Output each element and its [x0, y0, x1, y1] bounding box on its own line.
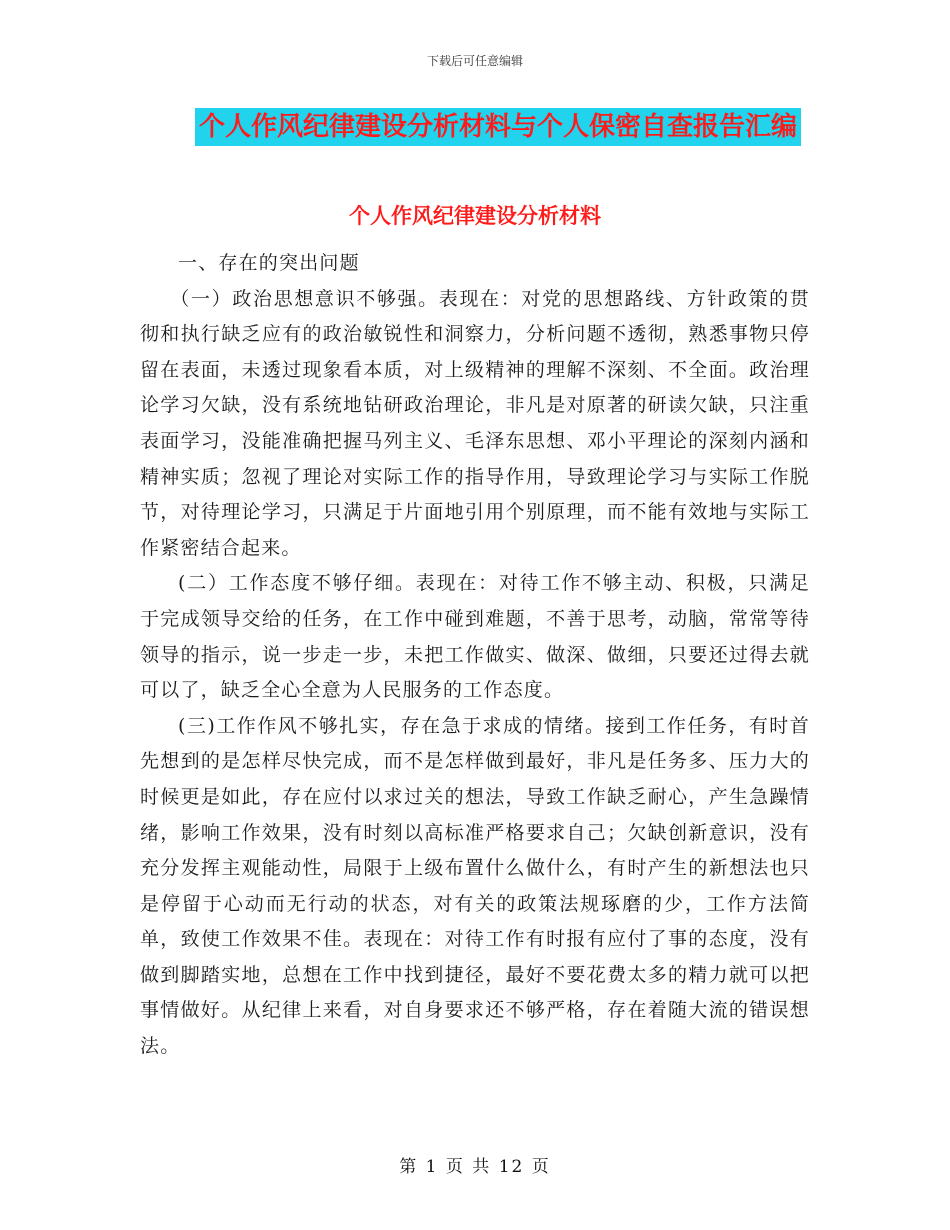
- paragraph: (二）工作态度不够仔细。表现在：对待工作不够主动、积极，只满足于完成领导交给的任务，在工作中碰到难题，不善于思考，动脑，常常等待领导的指示，说一步走一步，未把工作做实、做深、做细，只要还过得去就可以了，缺乏全心全意为人民服务的工作态度。: [140, 572, 810, 702]
- paragraph: (三)工作作风不够扎实，存在急于求成的情绪。接到工作任务，有时首先想到的是怎样尽快完成，而不是怎样做到最好，非凡是任务多、压力大的时候更是如此，存在应付以求过关的想法，导致工作缺乏耐心，产生急躁情绪，影响工作效果，没有时刻以高标准严格要求自己；欠缺创新意识，没有充分发挥主观能动性，局限于上级布置什么做什么，有时产生的新想法也只是停留于心动而无行动的状态，对有关的政策法规琢磨的少，工作方法简单，致使工作效果不佳。表现在：对待工作有时报有应付了事的态度，没有做到脚踏实地，总想在工作中找到捷径，最好不要花费太多的精力就可以把事情做好。从纪律上来看，对自身要求还不够严格，存在着随大流的错误想法。: [140, 714, 810, 1058]
- section-title: 个人作风纪律建设分析材料: [349, 204, 601, 228]
- body-text: [140, 246, 810, 1065]
- paragraph: （一）政治思想意识不够强。表现在：对党的思想路线、方针政策的贯彻和执行缺乏应有的政治敏锐性和洞察力，分析问题不透彻，熟悉事物只停留在表面，未透过现象看本质，对上级精神的理解不深刻、不全面。政治理论学习欠缺，没有系统地钻研政治理论，非凡是对原著的研读欠缺，只注重表面学习，没能准确把握马列主义、毛泽东思想、邓小平理论的深刻内涵和精神实质；忽视了理论对实际工作的指导作用，导致理论学习与实际工作脱节，对待理论学习，只满足于片面地引用个别原理，而不能有效地与实际工作紧密结合起来。: [140, 287, 810, 559]
- page-footer: 第 1 页 共 12 页: [399, 1157, 551, 1177]
- document-main-title: 个人作风纪律建设分析材料与个人保密自查报告汇编: [195, 108, 801, 146]
- section-heading: 一、存在的突出问题: [178, 252, 360, 274]
- header-note: 下载后可任意编辑: [426, 54, 523, 68]
